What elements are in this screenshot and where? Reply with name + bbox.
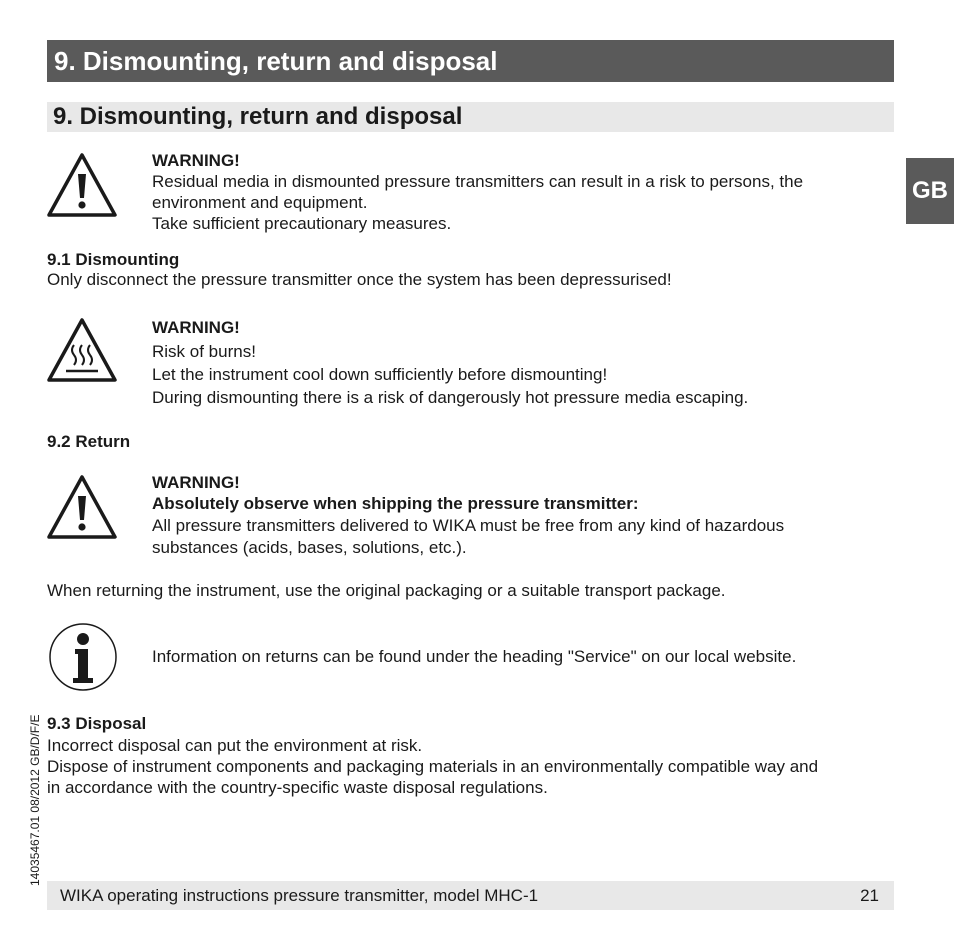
warning-text-line: environment and equipment. xyxy=(152,193,368,212)
return-text: When returning the instrument, use the original packaging or a suitable transport package. xyxy=(47,581,726,600)
warning-heading: WARNING! xyxy=(152,318,240,337)
info-icon xyxy=(48,622,118,692)
warning-text-line: Residual media in dismounted pressure transmitters can result in a risk to persons, the xyxy=(152,172,804,191)
warning-text-line: substances (acids, bases, solutions, etc.). xyxy=(152,538,467,557)
warning-text-line: All pressure transmitters delivered to WIKA must be free from any kind of hazardous xyxy=(152,516,785,535)
info-text: Information on returns can be found under the heading "Service" on our local website. xyxy=(152,647,797,666)
subsection-heading-return: 9.2 Return xyxy=(47,432,131,451)
disposal-text-line: Incorrect disposal can put the environment at risk. xyxy=(47,736,423,755)
warning-triangle-icon xyxy=(46,474,118,540)
disposal-text-line: Dispose of instrument components and packaging materials in an environmentally compatible way and xyxy=(47,757,819,776)
footer xyxy=(47,881,894,910)
dismounting-text: Only disconnect the pressure transmitter once the system has been depressurised! xyxy=(47,270,672,289)
disposal-text-line: in accordance with the country-specific waste disposal regulations. xyxy=(47,778,548,797)
warning-text-line: Let the instrument cool down sufficiently before dismounting! xyxy=(152,365,608,384)
warning-triangle-icon xyxy=(46,152,118,218)
warning-text-line: Take sufficient precautionary measures. xyxy=(152,214,452,233)
warning-subheading: Absolutely observe when shipping the pressure transmitter: xyxy=(152,494,639,513)
page-title: 9. Dismounting, return and disposal xyxy=(47,40,894,82)
subsection-heading-disposal: 9.3 Disposal xyxy=(47,714,147,733)
warning-heading: WARNING! xyxy=(152,473,240,492)
subsection-heading-dismounting: 9.1 Dismounting xyxy=(47,250,180,269)
warning-text-line: Risk of burns! xyxy=(152,342,256,361)
document-code: 14035467.01 08/2012 GB/D/F/E xyxy=(28,714,42,886)
language-tab: GB xyxy=(906,158,954,224)
section-title: 9. Dismounting, return and disposal xyxy=(47,102,894,132)
footer-text: WIKA operating instructions pressure transmitter, model MHC-1 xyxy=(60,886,539,905)
page-number: 21 xyxy=(860,886,879,905)
hot-surface-icon xyxy=(46,317,118,383)
warning-text-line: During dismounting there is a risk of dangerously hot pressure media escaping. xyxy=(152,388,749,407)
warning-heading: WARNING! xyxy=(152,151,240,170)
